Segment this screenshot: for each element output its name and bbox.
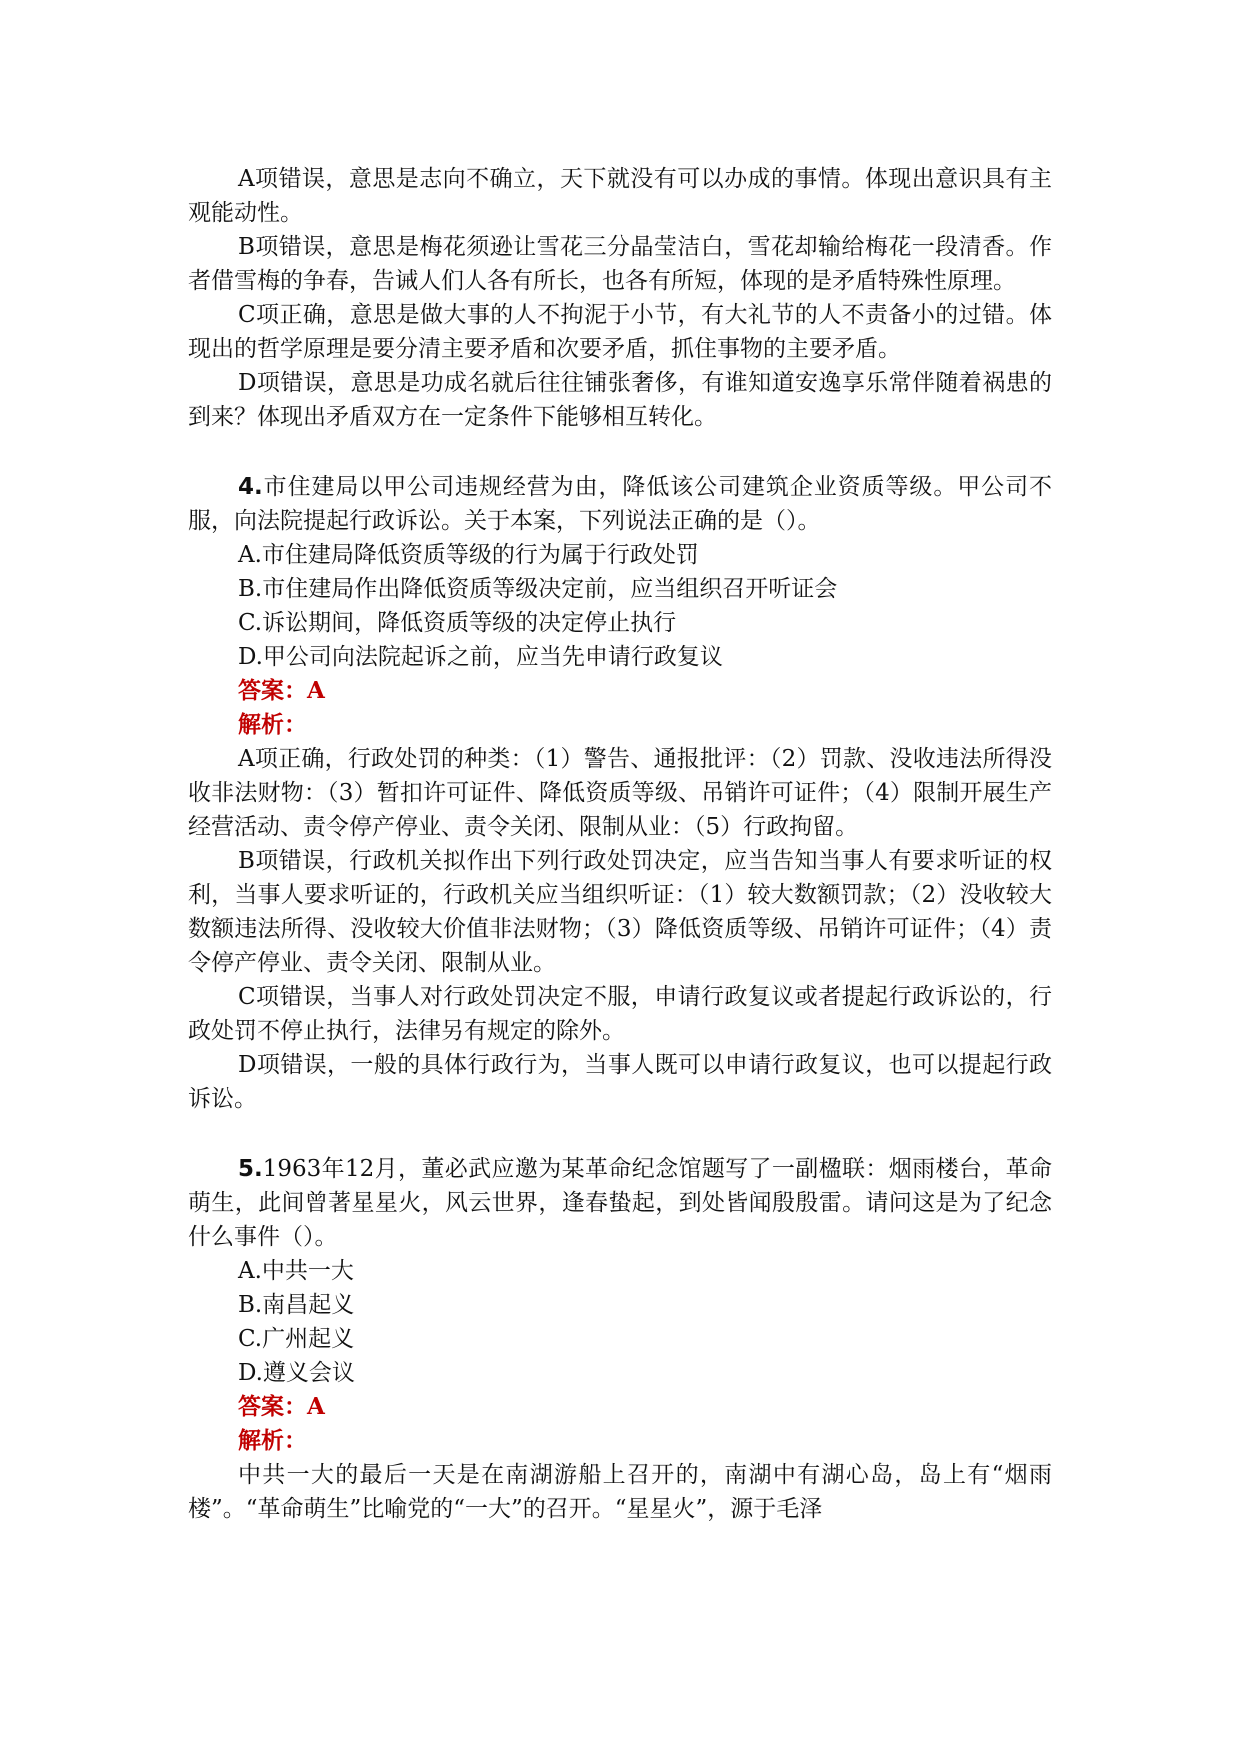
option-b: B.南昌起义 bbox=[238, 1292, 355, 1318]
analysis-paragraph: 中共一大的最后一天是在南湖游船上召开的，南湖中有湖心岛，岛上有“烟雨楼”。“革命萌生”比喻党的“一大”的召开。“星星火”，源于毛泽 bbox=[188, 1462, 1052, 1522]
analysis-paragraph: B项错误，意思是梅花须逊让雪花三分晶莹洁白，雪花却输给梅花一段清香。作者借雪梅的争春，告诫人们人各有所长，也各有所短，体现的是矛盾特殊性原理。 bbox=[188, 234, 1052, 294]
option-d: D.甲公司向法院起诉之前，应当先申请行政复议 bbox=[238, 644, 723, 670]
answer-label: 答案：A bbox=[238, 1393, 325, 1420]
analysis-paragraph: C项错误，当事人对行政处罚决定不服，申请行政复议或者提起行政诉讼的，行政处罚不停止执行，法律另有规定的除外。 bbox=[188, 984, 1052, 1044]
question-stem bbox=[188, 470, 1052, 538]
option-d: D.遵义会议 bbox=[238, 1360, 355, 1386]
analysis-label: 解析： bbox=[238, 1427, 307, 1454]
analysis-paragraph: D项错误，意思是功成名就后往往铺张奢侈，有谁知道安逸享乐常伴随着祸患的到来？体现出矛盾双方在一定条件下能够相互转化。 bbox=[188, 370, 1052, 430]
analysis-paragraph: B项错误，行政机关拟作出下列行政处罚决定，应当告知当事人有要求听证的权利，当事人要求听证的，行政机关应当组织听证：（1）较大数额罚款；（2）没收较大数额违法所得、没收较大价值非法财物；（3）降低资质等级、吊销许可证件；（4）责令停产停业、责令关闭、限制从业。 bbox=[188, 848, 1052, 976]
option-c: C.广州起义 bbox=[238, 1326, 355, 1352]
question-5 bbox=[188, 1152, 1052, 1526]
option-b: B.市住建局作出降低资质等级决定前，应当组织召开听证会 bbox=[238, 576, 838, 602]
page-content bbox=[188, 162, 1052, 1526]
previous-question-analysis bbox=[188, 162, 1052, 434]
question-text: 市住建局以甲公司违规经营为由，降低该公司建筑企业资质等级。甲公司不服，向法院提起行政诉讼。关于本案，下列说法正确的是（）。 bbox=[188, 474, 1052, 534]
analysis-paragraph: A项正确，行政处罚的种类：（1）警告、通报批评：（2）罚款、没收违法所得没收非法财物：（3）暂扣许可证件、降低资质等级、吊销许可证件；（4）限制开展生产经营活动、责令停产停业、责令关闭、限制从业：（5）行政拘留。 bbox=[188, 746, 1052, 840]
question-4 bbox=[188, 470, 1052, 1116]
question-number: 5. bbox=[238, 1156, 263, 1182]
analysis-paragraph: D项错误，一般的具体行政行为，当事人既可以申请行政复议，也可以提起行政诉讼。 bbox=[188, 1052, 1052, 1112]
analysis-paragraph: C项正确，意思是做大事的人不拘泥于小节，有大礼节的人不责备小的过错。体现出的哲学原理是要分清主要矛盾和次要矛盾，抓住事物的主要矛盾。 bbox=[188, 302, 1052, 362]
question-stem bbox=[188, 1152, 1052, 1254]
question-analysis bbox=[188, 1458, 1052, 1526]
analysis-label: 解析： bbox=[238, 711, 307, 738]
question-analysis bbox=[188, 742, 1052, 1116]
answer-label: 答案：A bbox=[238, 677, 325, 704]
option-a: A.市住建局降低资质等级的行为属于行政处罚 bbox=[238, 542, 699, 568]
analysis-paragraph: A项错误，意思是志向不确立，天下就没有可以办成的事情。体现出意识具有主观能动性。 bbox=[188, 166, 1052, 226]
option-c: C.诉讼期间，降低资质等级的决定停止执行 bbox=[238, 610, 677, 636]
option-a: A.中共一大 bbox=[238, 1258, 354, 1284]
question-text: 1963年12月，董必武应邀为某革命纪念馆题写了一副楹联：烟雨楼台，革命萌生，此间曾著星星火，风云世界，逢春蛰起，到处皆闻殷殷雷。请问这是为了纪念什么事件（）。 bbox=[188, 1156, 1052, 1250]
question-number: 4. bbox=[238, 474, 263, 500]
